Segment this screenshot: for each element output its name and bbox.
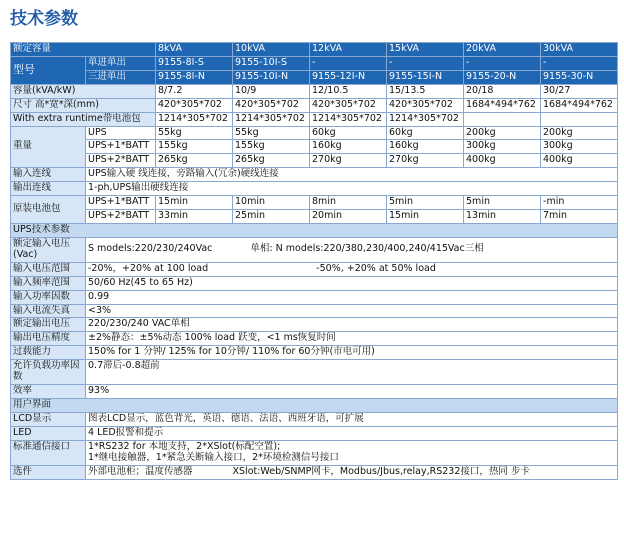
battery-cell: 20min	[310, 210, 387, 224]
lcd-label: LCD显示	[11, 412, 86, 426]
model-cell: -	[387, 56, 464, 70]
cap-cell: 30kVA	[541, 43, 618, 57]
options-value	[86, 465, 618, 479]
ext-runtime-cell	[464, 112, 541, 126]
capacity-cell: 15/13.5	[387, 84, 464, 98]
battery-cell: 25min	[233, 210, 310, 224]
capacity-cell: 20/18	[464, 84, 541, 98]
input-conn-label: 输入连线	[11, 168, 86, 182]
load-pf-value: 0.7滞后-0.8超前	[86, 360, 618, 385]
weight-row	[11, 140, 618, 154]
battery-cell: 33min	[156, 210, 233, 224]
model-cell: 9155-10I-N	[233, 70, 310, 84]
ext-runtime-label: With extra runtime带电池包	[11, 112, 156, 126]
weight-cell: 400kg	[464, 154, 541, 168]
output-conn-value: 1-ph,UPS输出硬线连接	[86, 182, 618, 196]
weight-cell: 155kg	[233, 140, 310, 154]
comm-interface-line2: 1*继电接触器，1*紧急关断输入接口，2*环境检测信号接口	[88, 451, 339, 463]
model-cell: -	[464, 56, 541, 70]
ext-runtime-cell: 1214*305*702	[156, 112, 233, 126]
weight-cell: 265kg	[156, 154, 233, 168]
cap-cell: 15kVA	[387, 43, 464, 57]
weight-cell: 300kg	[541, 140, 618, 154]
led-row	[11, 426, 618, 440]
battery-label: 原装电池包	[11, 196, 86, 224]
rated-input-voltage-row	[11, 237, 618, 262]
input-pf-value: 0.99	[86, 290, 618, 304]
weight-cell: 160kg	[310, 140, 387, 154]
comm-interface-label: 标准通信接口	[11, 440, 86, 465]
capacity-cell: 8/7.2	[156, 84, 233, 98]
weight-cell: 60kg	[310, 126, 387, 140]
model-cell: 9155-8I-N	[156, 70, 233, 84]
efficiency-value: 93%	[86, 385, 618, 399]
model-cell: 9155-30-N	[541, 70, 618, 84]
weight-cell: 55kg	[156, 126, 233, 140]
weight-cell: 270kg	[310, 154, 387, 168]
input-voltage-range-row	[11, 262, 618, 276]
section-header-ups	[11, 223, 618, 237]
capacity-cell: 30/27	[541, 84, 618, 98]
options-row	[11, 465, 618, 479]
overload-value: 150% for 1 分钟/ 125% for 10分钟/ 110% for 60分钟(市电可用)	[86, 346, 618, 360]
weight-row	[11, 126, 618, 140]
battery-cell: -min	[541, 196, 618, 210]
options-xslot: XSlot:Web/SNMP网卡，Modbus/Jbus,relay,RS232接口，热同 步卡	[232, 465, 530, 477]
weight-sub-label: UPS+2*BATT	[86, 154, 156, 168]
weight-cell: 200kg	[541, 126, 618, 140]
battery-cell: 15min	[156, 196, 233, 210]
led-label: LED	[11, 426, 86, 440]
model-cell: -	[310, 56, 387, 70]
size-cell: 420*305*702	[156, 98, 233, 112]
input-pf-row	[11, 290, 618, 304]
battery-cell: 5min	[387, 196, 464, 210]
spec-table	[10, 42, 618, 480]
input-pf-label: 输入功率因数	[11, 290, 86, 304]
options-external: 外部电池柜；温度传感器	[88, 465, 193, 477]
model-row-single	[11, 56, 618, 70]
comm-interface-row	[11, 440, 618, 465]
efficiency-label: 效率	[11, 385, 86, 399]
lcd-value: 图表LCD显示，蓝色背光，英语、德语、法语、西班牙语，可扩展	[86, 412, 618, 426]
lcd-row	[11, 412, 618, 426]
size-row	[11, 98, 618, 112]
output-voltage-precision-label: 输出电压精度	[11, 332, 86, 346]
battery-sub-label: UPS+2*BATT	[86, 210, 156, 224]
cap-cell: 12kVA	[310, 43, 387, 57]
rated-input-voltage-value	[86, 237, 618, 262]
size-cell: 1684*494*762	[541, 98, 618, 112]
model-three-label: 三进单出	[86, 70, 156, 84]
model-cell: 9155-15I-N	[387, 70, 464, 84]
cap-cell: 8kVA	[156, 43, 233, 57]
load-pf-label: 允许负载功率因数	[11, 360, 86, 385]
rated-output-voltage-value: 220/230/240 VAC单相	[86, 318, 618, 332]
weight-cell: 60kg	[387, 126, 464, 140]
weight-sub-label: UPS+1*BATT	[86, 140, 156, 154]
section-header-ui	[11, 398, 618, 412]
model-label: 型号	[11, 56, 86, 84]
model-cell: 9155-10I-S	[233, 56, 310, 70]
model-cell: -	[541, 56, 618, 70]
weight-cell: 155kg	[156, 140, 233, 154]
input-thd-label: 输入电流失真	[11, 304, 86, 318]
battery-cell: 15min	[387, 210, 464, 224]
capacity-cell: 10/9	[233, 84, 310, 98]
rated-input-voltage-label: 额定输入电压(Vac)	[11, 237, 86, 262]
battery-cell: 10min	[233, 196, 310, 210]
weight-label: 重量	[11, 126, 86, 168]
input-voltage-range-value	[86, 262, 618, 276]
battery-cell: 5min	[464, 196, 541, 210]
size-cell: 420*305*702	[310, 98, 387, 112]
weight-sub-label: UPS	[86, 126, 156, 140]
weight-cell: 300kg	[464, 140, 541, 154]
battery-row	[11, 196, 618, 210]
overload-label: 过载能力	[11, 346, 86, 360]
ext-runtime-cell: 1214*305*702	[310, 112, 387, 126]
size-cell: 1684*494*762	[464, 98, 541, 112]
weight-cell: 200kg	[464, 126, 541, 140]
input-voltage-range-full-load: -20%，+20% at 100 load	[88, 262, 209, 274]
model-cell: 9155-8I-S	[156, 56, 233, 70]
cap-cell: 20kVA	[464, 43, 541, 57]
ext-runtime-cell	[541, 112, 618, 126]
capacity-cell: 12/10.5	[310, 84, 387, 98]
battery-sub-label: UPS+1*BATT	[86, 196, 156, 210]
overload-row	[11, 346, 618, 360]
input-thd-row	[11, 304, 618, 318]
rated-input-s-models: S models:220/230/240Vac	[88, 243, 213, 255]
output-conn-row	[11, 182, 618, 196]
rated-input-single-phase: 单相:	[250, 243, 273, 255]
input-voltage-range-label: 输入电压范围	[11, 262, 86, 276]
led-value: 4 LED报警和提示	[86, 426, 618, 440]
weight-cell: 400kg	[541, 154, 618, 168]
rated-capacity-label: 额定容量	[11, 43, 156, 57]
size-cell: 420*305*702	[233, 98, 310, 112]
input-freq-range-value: 50/60 Hz(45 to 65 Hz)	[86, 276, 618, 290]
weight-cell: 55kg	[233, 126, 310, 140]
capacity-row	[11, 84, 618, 98]
weight-row	[11, 154, 618, 168]
battery-cell: 13min	[464, 210, 541, 224]
input-conn-row	[11, 168, 618, 182]
comm-interface-value	[86, 440, 618, 465]
cap-cell: 10kVA	[233, 43, 310, 57]
output-conn-label: 输出连线	[11, 182, 86, 196]
model-cell: 9155-20-N	[464, 70, 541, 84]
rated-output-voltage-row	[11, 318, 618, 332]
size-cell: 420*305*702	[387, 98, 464, 112]
input-thd-value: <3%	[86, 304, 618, 318]
rated-output-voltage-label: 额定输出电压	[11, 318, 86, 332]
battery-row	[11, 210, 618, 224]
model-single-label: 单进单出	[86, 56, 156, 70]
load-pf-row	[11, 360, 618, 385]
output-voltage-precision-row	[11, 332, 618, 346]
page-title: 技术参数	[10, 9, 78, 29]
size-label: 尺寸 高*宽*深(mm)	[11, 98, 156, 112]
model-cell: 9155-12I-N	[310, 70, 387, 84]
input-conn-value: UPS输入硬 线连接，旁路输入(冗余)硬线连接	[86, 168, 618, 182]
comm-interface-line1: 1*RS232 for 本地支持，2*XSlot(标配空置);	[88, 440, 281, 452]
input-freq-range-row	[11, 276, 618, 290]
battery-cell: 8min	[310, 196, 387, 210]
ext-runtime-row	[11, 112, 618, 126]
ext-runtime-cell: 1214*305*702	[387, 112, 464, 126]
capacity-label: 容量(kVA/kW)	[11, 84, 156, 98]
section-title-ui: 用户界面	[11, 398, 618, 412]
weight-cell: 265kg	[233, 154, 310, 168]
rated-input-n-models: N models:220/380,230/400,240/415Vac三相	[275, 243, 484, 255]
rated-capacity-row	[11, 43, 618, 57]
battery-cell: 7min	[541, 210, 618, 224]
model-row-three	[11, 70, 618, 84]
output-voltage-precision-value: ±2%静态：±5%动态 100% load 跃变，<1 ms恢复时间	[86, 332, 618, 346]
section-title-ups: UPS技术参数	[11, 223, 618, 237]
weight-cell: 270kg	[387, 154, 464, 168]
options-label: 选件	[11, 465, 86, 479]
weight-cell: 160kg	[387, 140, 464, 154]
ext-runtime-cell: 1214*305*702	[233, 112, 310, 126]
input-voltage-range-half-load: -50%, +20% at 50% load	[316, 262, 436, 274]
input-freq-range-label: 输入频率范围	[11, 276, 86, 290]
efficiency-row	[11, 385, 618, 399]
